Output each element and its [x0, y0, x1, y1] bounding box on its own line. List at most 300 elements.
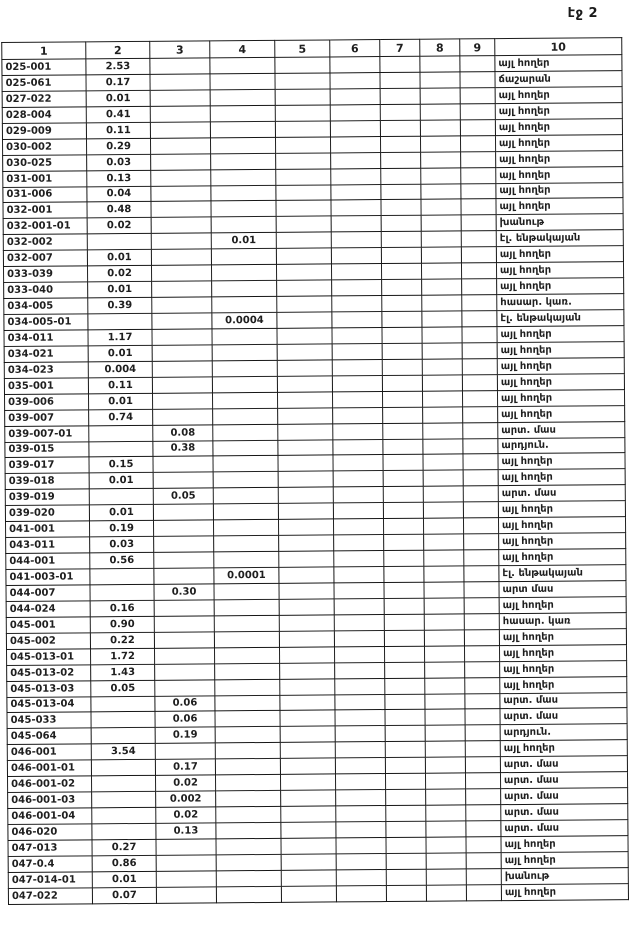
- value-cell: [210, 121, 275, 137]
- value-cell: 3.54: [91, 744, 155, 760]
- value-cell: [330, 104, 380, 120]
- value-cell: [382, 327, 422, 343]
- value-cell: 0.48: [87, 202, 151, 218]
- value-cell: [276, 153, 331, 169]
- value-cell: 0.90: [90, 616, 154, 632]
- value-cell: [280, 774, 335, 790]
- value-cell: [421, 231, 461, 247]
- value-cell: [383, 471, 423, 487]
- value-cell: [461, 215, 496, 231]
- value-cell: [152, 393, 212, 409]
- value-cell: [275, 73, 330, 89]
- value-cell: [280, 678, 335, 694]
- value-cell: [278, 439, 333, 455]
- parcel-code-cell: 044-007: [6, 585, 90, 602]
- value-cell: [278, 408, 333, 424]
- parcel-code-cell: 046-001-03: [8, 792, 92, 809]
- value-cell: [464, 645, 499, 661]
- value-cell: [384, 598, 424, 614]
- value-cell: [420, 136, 460, 152]
- value-cell: 0.0004: [212, 312, 277, 328]
- parcel-code-cell: 047-014-01: [8, 872, 92, 889]
- land-use-cell: այլ հողեր: [501, 852, 628, 869]
- value-cell: 0.06: [155, 711, 215, 727]
- value-cell: [382, 391, 422, 407]
- parcel-code-cell: 039-019: [5, 489, 89, 506]
- value-cell: [465, 677, 500, 693]
- value-cell: [426, 805, 466, 821]
- value-cell: [465, 757, 500, 773]
- land-use-cell: այլ հողեր: [497, 389, 624, 406]
- value-cell: 0.17: [155, 759, 215, 775]
- value-cell: [212, 360, 277, 376]
- land-use-cell: էլ. ենթակայան: [496, 230, 623, 247]
- parcel-code-cell: 046-001-01: [7, 760, 91, 777]
- parcel-code-cell: 033-039: [3, 266, 87, 283]
- value-cell: [90, 568, 154, 584]
- value-cell: [215, 727, 280, 743]
- value-cell: [154, 552, 214, 568]
- land-use-cell: այլ հողեր: [497, 373, 624, 390]
- value-cell: 0.22: [90, 632, 154, 648]
- value-cell: [211, 201, 276, 217]
- value-cell: [465, 661, 500, 677]
- column-header-8: 8: [420, 39, 460, 56]
- value-cell: [152, 345, 212, 361]
- value-cell: [215, 775, 280, 791]
- land-use-cell: այլ հողեր: [497, 357, 624, 374]
- value-cell: [278, 503, 333, 519]
- value-cell: [465, 725, 500, 741]
- value-cell: [466, 868, 501, 884]
- value-cell: [332, 280, 382, 296]
- value-cell: [153, 409, 213, 425]
- parcel-code-cell: 034-011: [4, 330, 88, 347]
- value-cell: [336, 790, 386, 806]
- land-use-cell: այլ հողեր: [496, 198, 623, 215]
- land-use-cell: արտ. մաս: [498, 485, 625, 502]
- value-cell: [381, 232, 421, 248]
- value-cell: [215, 679, 280, 695]
- value-cell: [423, 454, 463, 470]
- value-cell: [281, 870, 336, 886]
- parcel-code-cell: 043-011: [6, 537, 90, 554]
- parcel-code-cell: 034-023: [4, 362, 88, 379]
- value-cell: [466, 821, 501, 837]
- value-cell: 0.19: [155, 727, 215, 743]
- value-cell: [461, 247, 496, 263]
- value-cell: [382, 311, 422, 327]
- value-cell: [91, 776, 155, 792]
- parcel-code-cell: 039-015: [5, 441, 89, 458]
- value-cell: [211, 265, 276, 281]
- value-cell: [382, 343, 422, 359]
- value-cell: [279, 583, 334, 599]
- value-cell: 1.72: [90, 648, 154, 664]
- value-cell: [463, 438, 498, 454]
- value-cell: [278, 423, 333, 439]
- value-cell: 0.07: [92, 887, 156, 903]
- column-header-10: 10: [495, 38, 622, 56]
- value-cell: [151, 169, 211, 185]
- value-cell: [383, 423, 423, 439]
- land-use-cell: արտ. մաս: [498, 421, 625, 438]
- value-cell: [385, 678, 425, 694]
- value-cell: [212, 376, 277, 392]
- value-cell: [383, 502, 423, 518]
- value-cell: [460, 119, 495, 135]
- value-cell: 0.15: [89, 457, 153, 473]
- value-cell: 1.43: [91, 664, 155, 680]
- value-cell: [277, 392, 332, 408]
- value-cell: [89, 441, 153, 457]
- value-cell: 0.30: [154, 584, 214, 600]
- value-cell: [424, 582, 464, 598]
- value-cell: [210, 73, 275, 89]
- value-cell: [279, 551, 334, 567]
- value-cell: 0.02: [87, 218, 151, 234]
- land-use-cell: այլ հողեր: [496, 182, 623, 199]
- value-cell: [424, 614, 464, 630]
- parcel-code-cell: 034-021: [4, 346, 88, 363]
- value-cell: [384, 566, 424, 582]
- land-use-cell: այլ հողեր: [500, 676, 627, 693]
- value-cell: [216, 886, 281, 902]
- land-use-cell: էլ. ենթակայան: [497, 310, 624, 327]
- value-cell: [90, 584, 154, 600]
- value-cell: [212, 280, 277, 296]
- value-cell: 0.74: [89, 409, 153, 425]
- value-cell: [92, 791, 156, 807]
- value-cell: [421, 183, 461, 199]
- value-cell: [422, 327, 462, 343]
- value-cell: [330, 88, 380, 104]
- parcel-code-cell: 035-001: [4, 378, 88, 395]
- value-cell: 0.02: [156, 807, 216, 823]
- value-cell: [425, 773, 465, 789]
- value-cell: [465, 709, 500, 725]
- value-cell: 0.13: [87, 170, 151, 186]
- value-cell: [381, 168, 421, 184]
- parcel-code-cell: 045-013-01: [6, 649, 90, 666]
- column-header-7: 7: [380, 39, 420, 56]
- value-cell: 0.01: [89, 473, 153, 489]
- value-cell: [462, 327, 497, 343]
- value-cell: [151, 233, 211, 249]
- data-table: [1, 37, 629, 905]
- column-header-4: 4: [210, 40, 275, 58]
- value-cell: [152, 361, 212, 377]
- value-cell: [216, 790, 281, 806]
- value-cell: [425, 725, 465, 741]
- value-cell: [336, 869, 386, 885]
- value-cell: [216, 822, 281, 838]
- land-use-cell: այլ հողեր: [497, 326, 624, 343]
- land-use-cell: այլ հողեր: [499, 628, 626, 645]
- value-cell: [154, 536, 214, 552]
- value-cell: [281, 806, 336, 822]
- value-cell: [91, 760, 155, 776]
- value-cell: 0.01: [88, 281, 152, 297]
- parcel-code-cell: 046-001-04: [8, 808, 92, 825]
- value-cell: 0.11: [86, 122, 150, 138]
- value-cell: [422, 359, 462, 375]
- value-cell: 0.02: [155, 775, 215, 791]
- land-use-cell: այլ հողեր: [496, 150, 623, 167]
- value-cell: [381, 152, 421, 168]
- value-cell: [332, 391, 382, 407]
- value-cell: [276, 248, 331, 264]
- value-cell: [421, 247, 461, 263]
- value-cell: [460, 88, 495, 104]
- parcel-code-cell: 031-006: [3, 186, 87, 203]
- value-cell: [465, 693, 500, 709]
- value-cell: [385, 694, 425, 710]
- value-cell: [280, 742, 335, 758]
- parcel-code-cell: 025-001: [2, 59, 86, 76]
- value-cell: 0.41: [86, 106, 150, 122]
- value-cell: [422, 295, 462, 311]
- value-cell: [279, 599, 334, 615]
- value-cell: [331, 200, 381, 216]
- land-use-cell: այլ հողեր: [496, 262, 623, 279]
- value-cell: [386, 805, 426, 821]
- land-use-cell: խանութ: [496, 214, 623, 231]
- value-cell: [334, 582, 384, 598]
- land-parcels-table: [1, 37, 630, 905]
- value-cell: [334, 567, 384, 583]
- value-cell: [380, 72, 420, 88]
- value-cell: [214, 599, 279, 615]
- value-cell: [213, 424, 278, 440]
- land-use-cell: այլ հողեր: [495, 55, 622, 72]
- value-cell: [385, 742, 425, 758]
- value-cell: 0.01: [88, 345, 152, 361]
- value-cell: [460, 56, 495, 72]
- value-cell: 0.06: [155, 695, 215, 711]
- value-cell: [385, 757, 425, 773]
- value-cell: [154, 648, 214, 664]
- value-cell: [332, 296, 382, 312]
- value-cell: 0.19: [89, 521, 153, 537]
- parcel-code-cell: 045-064: [7, 728, 91, 745]
- land-use-cell: խանութ: [501, 867, 628, 884]
- value-cell: [216, 854, 281, 870]
- parcel-code-cell: 039-007: [5, 409, 89, 426]
- parcel-code-cell: 039-017: [5, 457, 89, 474]
- value-cell: [385, 773, 425, 789]
- value-cell: [381, 247, 421, 263]
- value-cell: [91, 728, 155, 744]
- value-cell: [461, 199, 496, 215]
- value-cell: [335, 678, 385, 694]
- value-cell: [331, 152, 381, 168]
- parcel-code-cell: 032-001: [3, 202, 87, 219]
- value-cell: [335, 758, 385, 774]
- value-cell: [422, 343, 462, 359]
- value-cell: [215, 759, 280, 775]
- value-cell: [154, 600, 214, 616]
- land-use-cell: հասար. կառ: [499, 612, 626, 629]
- value-cell: [211, 153, 276, 169]
- value-cell: [420, 88, 460, 104]
- value-cell: [381, 200, 421, 216]
- value-cell: [335, 742, 385, 758]
- value-cell: [277, 344, 332, 360]
- value-cell: [210, 137, 275, 153]
- value-cell: [385, 726, 425, 742]
- value-cell: [211, 217, 276, 233]
- value-cell: 0.004: [88, 361, 152, 377]
- parcel-code-cell: 030-002: [2, 139, 86, 156]
- value-cell: [424, 646, 464, 662]
- value-cell: 2.53: [86, 58, 150, 74]
- value-cell: [333, 455, 383, 471]
- value-cell: [156, 855, 216, 871]
- value-cell: [335, 774, 385, 790]
- value-cell: [331, 184, 381, 200]
- land-use-cell: այլ հողեր: [498, 405, 625, 422]
- value-cell: [212, 328, 277, 344]
- value-cell: [335, 726, 385, 742]
- land-use-cell: այլ հողեր: [498, 501, 625, 518]
- value-cell: [152, 281, 212, 297]
- value-cell: [336, 806, 386, 822]
- column-header-1: 1: [2, 42, 86, 60]
- parcel-code-cell: 041-001: [5, 521, 89, 538]
- parcel-code-cell: 030-025: [3, 154, 87, 171]
- value-cell: [421, 152, 461, 168]
- value-cell: [275, 105, 330, 121]
- value-cell: [421, 215, 461, 231]
- value-cell: [334, 614, 384, 630]
- value-cell: [212, 296, 277, 312]
- value-cell: [331, 168, 381, 184]
- parcel-code-cell: 039-006: [4, 394, 88, 411]
- parcel-code-cell: 045-013-04: [7, 696, 91, 713]
- value-cell: [331, 216, 381, 232]
- value-cell: [150, 122, 210, 138]
- value-cell: [215, 743, 280, 759]
- value-cell: [89, 489, 153, 505]
- value-cell: [336, 853, 386, 869]
- value-cell: [464, 613, 499, 629]
- value-cell: [278, 455, 333, 471]
- value-cell: [464, 534, 499, 550]
- value-cell: [383, 455, 423, 471]
- parcel-code-cell: 044-024: [6, 601, 90, 618]
- value-cell: [155, 679, 215, 695]
- value-cell: [280, 758, 335, 774]
- land-use-cell: արտ. մաս: [500, 692, 627, 709]
- value-cell: [384, 534, 424, 550]
- value-cell: [281, 822, 336, 838]
- value-cell: [154, 568, 214, 584]
- value-cell: 0.02: [87, 266, 151, 282]
- value-cell: [156, 871, 216, 887]
- value-cell: [460, 103, 495, 119]
- value-cell: [425, 741, 465, 757]
- value-cell: [335, 662, 385, 678]
- value-cell: [153, 504, 213, 520]
- value-cell: [332, 359, 382, 375]
- value-cell: [426, 885, 466, 901]
- land-use-cell: այլ հողեր: [501, 836, 628, 853]
- value-cell: [461, 151, 496, 167]
- value-cell: [210, 89, 275, 105]
- value-cell: [211, 169, 276, 185]
- value-cell: [464, 629, 499, 645]
- parcel-code-cell: 034-005: [4, 298, 88, 315]
- parcel-code-cell: 039-020: [5, 505, 89, 522]
- value-cell: [150, 58, 210, 74]
- value-cell: [153, 472, 213, 488]
- value-cell: [280, 726, 335, 742]
- value-cell: [281, 886, 336, 902]
- value-cell: 0.13: [156, 823, 216, 839]
- land-use-cell: այլ հողեր: [499, 597, 626, 614]
- value-cell: [151, 185, 211, 201]
- value-cell: [426, 821, 466, 837]
- value-cell: [462, 374, 497, 390]
- value-cell: [386, 789, 426, 805]
- value-cell: [384, 582, 424, 598]
- value-cell: [213, 440, 278, 456]
- land-use-cell: այլ հողեր: [496, 246, 623, 263]
- parcel-code-cell: 029-009: [2, 123, 86, 140]
- value-cell: [461, 231, 496, 247]
- value-cell: [91, 712, 155, 728]
- value-cell: [153, 520, 213, 536]
- value-cell: [331, 264, 381, 280]
- value-cell: [382, 359, 422, 375]
- value-cell: [213, 520, 278, 536]
- value-cell: [422, 375, 462, 391]
- value-cell: [381, 184, 421, 200]
- value-cell: [279, 567, 334, 583]
- parcel-code-cell: 032-007: [3, 250, 87, 267]
- value-cell: [381, 216, 421, 232]
- land-use-cell: արդյուն.: [498, 437, 625, 454]
- value-cell: [275, 57, 330, 73]
- value-cell: [384, 630, 424, 646]
- value-cell: [279, 647, 334, 663]
- value-cell: [386, 837, 426, 853]
- land-use-cell: այլ հողեր: [499, 644, 626, 661]
- value-cell: [330, 120, 380, 136]
- value-cell: [386, 853, 426, 869]
- value-cell: 0.05: [91, 680, 155, 696]
- value-cell: 0.17: [86, 74, 150, 90]
- land-use-cell: արտ. մաս: [500, 772, 627, 789]
- value-cell: [464, 582, 499, 598]
- value-cell: [383, 407, 423, 423]
- value-cell: [330, 136, 380, 152]
- parcel-code-cell: 047-0.4: [8, 856, 92, 873]
- table-body: [2, 55, 629, 905]
- value-cell: [466, 884, 501, 900]
- value-cell: [425, 662, 465, 678]
- value-cell: [150, 74, 210, 90]
- value-cell: [425, 709, 465, 725]
- value-cell: [466, 805, 501, 821]
- value-cell: [281, 838, 336, 854]
- parcel-code-cell: 039-007-01: [5, 425, 89, 442]
- value-cell: [212, 344, 277, 360]
- value-cell: [462, 390, 497, 406]
- value-cell: [330, 57, 380, 73]
- value-cell: [281, 854, 336, 870]
